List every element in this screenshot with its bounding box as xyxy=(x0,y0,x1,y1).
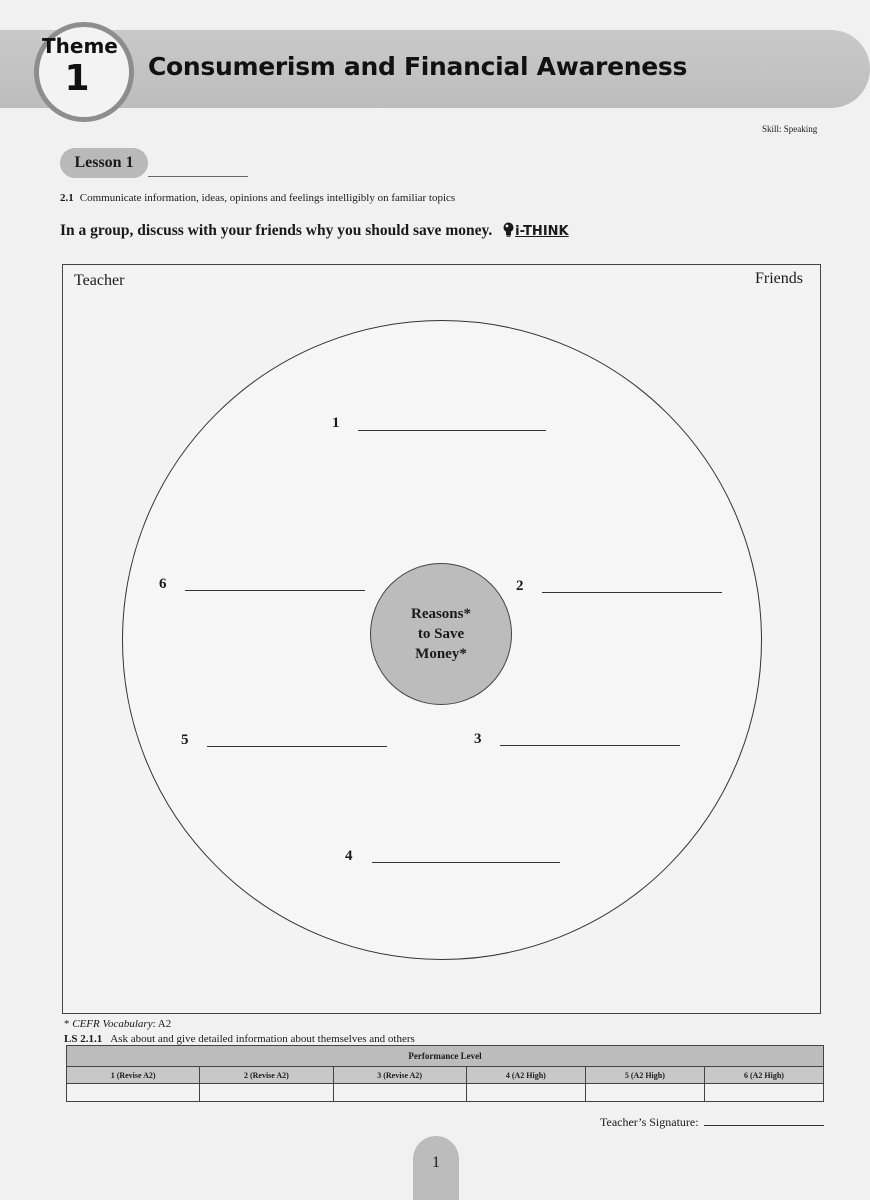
friends-label: Friends xyxy=(755,270,803,287)
level-cell-5[interactable] xyxy=(585,1084,704,1102)
reason-number-1: 1 xyxy=(332,415,340,431)
page-title: Consumerism and Financial Awareness xyxy=(148,52,688,81)
lesson-badge xyxy=(60,148,148,178)
reason-answer-line-6[interactable] xyxy=(185,590,365,591)
instruction-label: In a group, discuss with your friends why you should save money. xyxy=(60,222,493,239)
cefr-prefix: * xyxy=(64,1018,73,1030)
standard-text: Communicate information, ideas, opinions and feelings intelligibly on familiar topics xyxy=(79,192,456,204)
level-cell-6[interactable] xyxy=(704,1084,823,1102)
theme-word: Theme xyxy=(42,34,118,58)
reason-answer-line-1[interactable] xyxy=(358,430,546,431)
teacher-label: Teacher xyxy=(74,272,125,289)
level-header-2: 2 (Revise A2) xyxy=(200,1067,333,1084)
reason-answer-line-3[interactable] xyxy=(500,745,680,746)
performance-title: Performance Level xyxy=(67,1046,824,1067)
level-header-4: 4 (A2 High) xyxy=(466,1067,585,1084)
theme-number: 1 xyxy=(64,58,90,99)
lesson-label: Lesson 1 xyxy=(74,154,134,171)
center-circle xyxy=(370,563,512,705)
page-number: 1 xyxy=(432,1154,440,1171)
reason-number-4: 4 xyxy=(345,848,353,864)
level-header-5: 5 (A2 High) xyxy=(585,1067,704,1084)
ithink-label: i-THINK xyxy=(515,224,569,239)
skill-label: Skill: Speaking xyxy=(762,124,818,134)
signature-line[interactable] xyxy=(704,1125,824,1126)
reason-answer-line-2[interactable] xyxy=(542,592,722,593)
signature-label: Teacher’s Signature: xyxy=(600,1115,699,1129)
ls-code: LS 2.1.1 xyxy=(64,1033,103,1045)
reason-number-5: 5 xyxy=(181,732,189,748)
level-cell-4[interactable] xyxy=(466,1084,585,1102)
reason-answer-line-4[interactable] xyxy=(372,862,560,863)
level-cell-1[interactable] xyxy=(67,1084,200,1102)
standard-code: 2.1 xyxy=(60,192,74,204)
ls-text: Ask about and give detailed information about themselves and others xyxy=(110,1033,415,1045)
reason-answer-line-5[interactable] xyxy=(207,746,387,747)
reason-number-6: 6 xyxy=(159,576,167,592)
center-label: Reasons* to Save Money* xyxy=(410,606,471,662)
lesson-underline xyxy=(148,176,248,177)
performance-table xyxy=(66,1045,824,1102)
reason-number-2: 2 xyxy=(516,578,524,594)
level-cell-3[interactable] xyxy=(333,1084,466,1102)
cefr-label: CEFR Vocabulary xyxy=(72,1018,153,1030)
level-header-6: 6 (A2 High) xyxy=(704,1067,823,1084)
lightbulb-icon xyxy=(502,222,515,237)
cefr-note xyxy=(64,1018,171,1030)
instruction-text xyxy=(60,222,569,240)
ls-standard xyxy=(64,1033,415,1045)
level-cell-2[interactable] xyxy=(200,1084,333,1102)
reason-number-3: 3 xyxy=(474,731,482,747)
level-header-1: 1 (Revise A2) xyxy=(67,1067,200,1084)
learning-standard xyxy=(60,192,455,204)
cefr-value: : A2 xyxy=(152,1018,172,1030)
level-header-3: 3 (Revise A2) xyxy=(333,1067,466,1084)
